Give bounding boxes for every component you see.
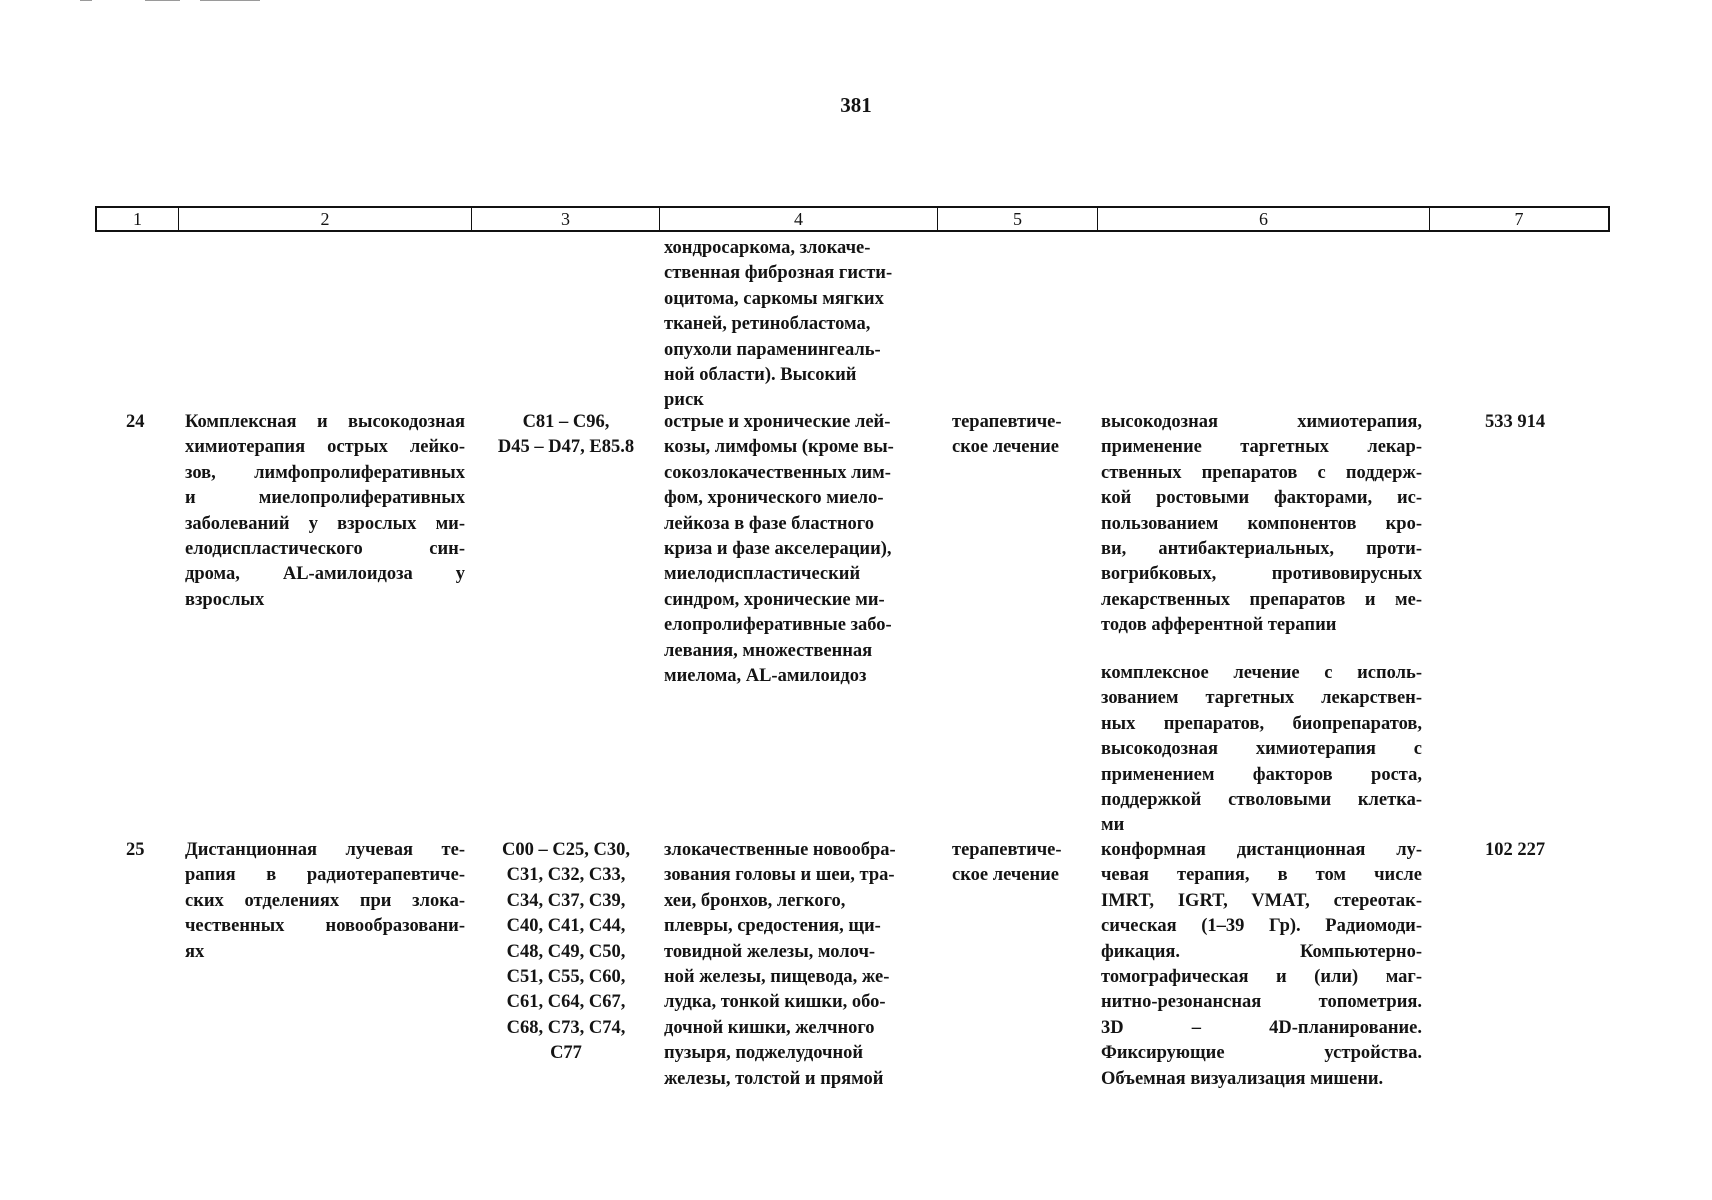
- text-line: чественных новообразовани-: [185, 916, 465, 937]
- text-line: C51, C55, C60,: [506, 967, 626, 988]
- header-cell: 7: [1514, 209, 1524, 229]
- text-line: кой ростовыми факторами, ис-: [1101, 488, 1422, 509]
- text-line: C31, C32, C33,: [506, 865, 626, 886]
- text-line: риск: [664, 390, 704, 411]
- text-line: томографическая и (или) маг-: [1101, 967, 1422, 988]
- text-line: ной области). Высокий: [664, 365, 857, 386]
- row-codes-cell: [480, 410, 652, 461]
- text-line: ми: [1101, 815, 1125, 836]
- text-line: елодиспластического син-: [185, 539, 465, 560]
- text-line: C68, C73, C74,: [506, 1017, 626, 1038]
- row-name-cell: [185, 838, 465, 965]
- text-line: C34, C37, C39,: [506, 890, 626, 911]
- text-line: фом, хронического миело-: [664, 488, 884, 509]
- text-line: Фиксирующие устройства.: [1101, 1043, 1422, 1064]
- text-line: ственных препаратов с поддерж-: [1101, 462, 1422, 483]
- text-line: C61, C64, C67,: [506, 992, 626, 1013]
- text-line: рапия в радиотерапевтиче-: [185, 865, 465, 886]
- text-line: C77: [550, 1043, 582, 1064]
- text-line: миелома, AL-амилоидоз: [664, 666, 867, 687]
- text-line: химиотерапия острых лейко-: [185, 437, 465, 458]
- row-name-cell: [185, 410, 465, 613]
- text-line: зованием таргетных лекарствен-: [1101, 688, 1422, 709]
- text-line: острые и хронические лей-: [664, 412, 891, 432]
- text-line: ственная фиброзная гисти-: [664, 263, 893, 284]
- table-header-row: [95, 206, 1610, 232]
- text-line: нитно-резонансная топометрия.: [1101, 992, 1422, 1013]
- text-line: опухоли параменингеаль-: [664, 339, 881, 360]
- text-line: C40, C41, C44,: [506, 916, 626, 937]
- text-line: зования головы и шеи, тра-: [664, 865, 895, 886]
- text-line: ских отделениях при злока-: [185, 890, 465, 911]
- text-line: злокачественные новообра-: [664, 840, 896, 860]
- text-line: дочной кишки, желчного: [664, 1017, 875, 1038]
- text-line: высокодозная химиотерапия с: [1101, 739, 1422, 760]
- text-line: C81 – C96,: [522, 412, 610, 432]
- text-line: ях: [185, 941, 205, 962]
- text-line: криза и фазе акселерации),: [664, 539, 892, 560]
- header-cell: 3: [472, 208, 660, 230]
- text-line: хеи, бронхов, легкого,: [664, 890, 846, 911]
- text-line: товидной железы, молоч-: [664, 941, 876, 962]
- scan-artifact-line: [200, 0, 260, 1]
- text-line: ных препаратов, биопрепаратов,: [1101, 713, 1422, 734]
- text-line: вогрибковых, противовирусных: [1101, 564, 1422, 585]
- text-line: елопролиферативные забо-: [664, 615, 892, 636]
- text-line: чевая терапия, в том числе: [1101, 865, 1422, 886]
- text-line: козы, лимфомы (кроме вы-: [664, 437, 894, 458]
- text-line: пузыря, поджелудочной: [664, 1043, 864, 1064]
- text-line: лекарственных препаратов и ме-: [1101, 589, 1422, 610]
- text-line: ной железы, пищевода, же-: [664, 967, 890, 988]
- text-line: применением факторов роста,: [1101, 764, 1422, 785]
- text-line: железы, толстой и прямой: [664, 1068, 884, 1089]
- text-line: Объемная визуализация мишени.: [1101, 1068, 1384, 1089]
- text-line: оцитома, саркомы мягких: [664, 288, 884, 309]
- text-line: тодов афферентной терапии: [1101, 615, 1337, 636]
- text-line: сическая (1–39 Гр). Радиомоди-: [1101, 916, 1422, 937]
- scan-artifact-line: [80, 0, 92, 1]
- header-cell: 6: [1098, 208, 1430, 230]
- text-line: взрослых: [185, 589, 265, 610]
- continuation-diagnosis-cell: [664, 236, 924, 414]
- row-codes-cell: [480, 838, 652, 1067]
- header-cell: 2: [179, 208, 472, 230]
- text-line: C48, C49, C50,: [506, 941, 626, 962]
- text-line: терапевтиче-: [952, 840, 1062, 860]
- row-number: 25: [126, 840, 145, 860]
- row-diagnosis-cell: [664, 410, 929, 689]
- scan-artifact-line: [145, 0, 180, 1]
- text-line: зов, лимфопролиферативных: [185, 462, 465, 483]
- text-line: пользованием компонентов кро-: [1101, 513, 1422, 534]
- text-line: ское лечение: [952, 865, 1060, 886]
- text-line: миелодиспластический: [664, 564, 861, 585]
- row-number: 24: [126, 412, 145, 432]
- page-number: 381: [840, 93, 872, 117]
- text-line: и миелопролиферативных: [185, 488, 465, 509]
- text-line: конформная дистанционная лу-: [1101, 840, 1422, 860]
- row-treatment-type-cell: [952, 838, 1087, 889]
- text-line: синдром, хронические ми-: [664, 589, 885, 610]
- text-line: IMRT, IGRT, VMAT, стереотак-: [1101, 890, 1422, 911]
- text-line: комплексное лечение с исполь-: [1101, 663, 1422, 683]
- text-line: хондросаркома, злокаче-: [664, 238, 871, 258]
- text-line: левания, множественная: [664, 640, 873, 661]
- row-method-cell: [1101, 661, 1422, 839]
- text-line: сокозлокачественных лим-: [664, 462, 891, 483]
- text-line: D45 – D47, E85.8: [497, 437, 635, 458]
- text-line: ское лечение: [952, 437, 1060, 458]
- text-line: Дистанционная лучевая те-: [185, 840, 465, 860]
- header-cell: 4: [660, 208, 938, 230]
- text-line: заболеваний у взрослых ми-: [185, 513, 465, 534]
- text-line: применение таргетных лекар-: [1101, 437, 1422, 458]
- text-line: тканей, ретинобластома,: [664, 314, 871, 335]
- text-line: фикация. Компьютерно-: [1101, 941, 1422, 962]
- text-line: поддержкой стволовыми клетка-: [1101, 790, 1422, 811]
- text-line: высокодозная химиотерапия,: [1101, 412, 1422, 432]
- row-treatment-type-cell: [952, 410, 1087, 461]
- row-method-cell: [1101, 410, 1422, 639]
- text-line: терапевтиче-: [952, 412, 1062, 432]
- text-line: лудка, тонкой кишки, обо-: [664, 992, 886, 1013]
- text-line: дрома, AL-амилоидоза у: [185, 564, 465, 585]
- text-line: C00 – C25, C30,: [502, 840, 630, 860]
- text-line: Комплексная и высокодозная: [185, 412, 465, 432]
- row-diagnosis-cell: [664, 838, 929, 1092]
- header-cell: 1: [97, 208, 179, 230]
- row-cost: 533 914: [1485, 412, 1546, 432]
- row-cost: 102 227: [1485, 840, 1546, 860]
- text-line: лейкоза в фазе бластного: [664, 513, 874, 534]
- text-line: ви, антибактериальных, проти-: [1101, 539, 1422, 560]
- text-line: плевры, средостения, щи-: [664, 916, 881, 937]
- header-cell: 5: [938, 208, 1098, 230]
- row-method-cell: [1101, 838, 1422, 1092]
- text-line: 3D – 4D-планирование.: [1101, 1017, 1422, 1038]
